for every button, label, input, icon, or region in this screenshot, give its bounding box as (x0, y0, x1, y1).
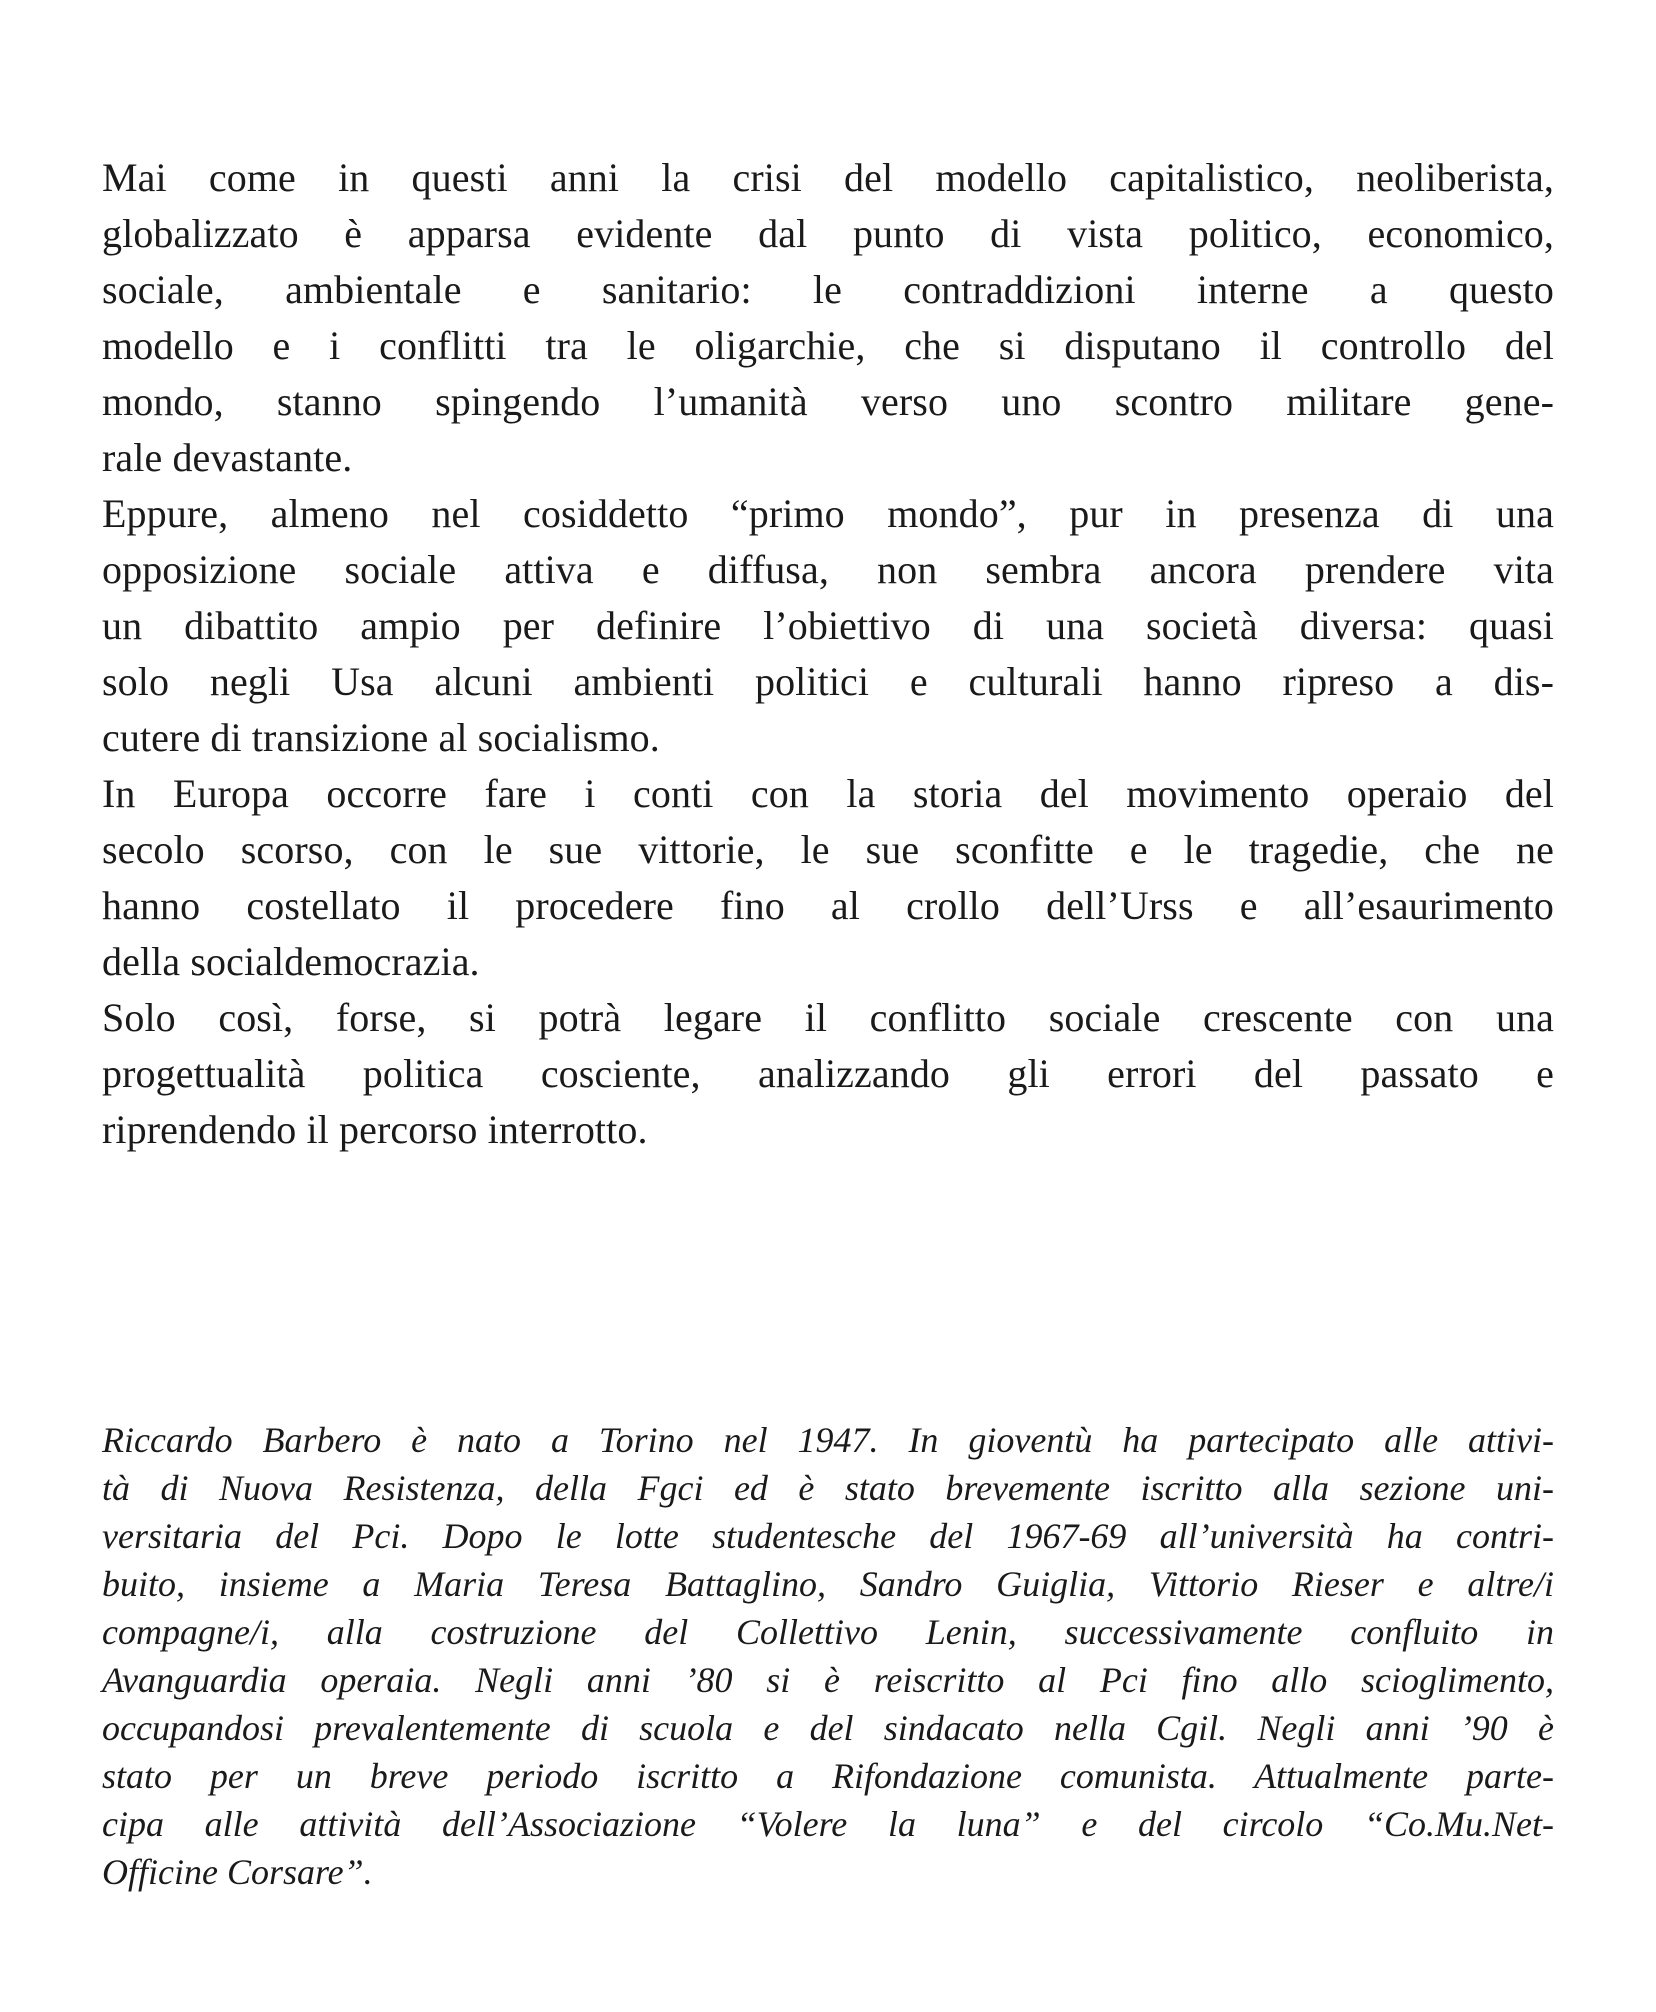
text-line: opposizione sociale attiva e diffusa, non sembra ancora prendere vita (102, 547, 1554, 592)
paragraph (102, 990, 1554, 1158)
text-line: cipa alle attività dell’Associazione “Volere la luna” e del circolo “Co.Mu.Net- (102, 1804, 1554, 1844)
text-line: Solo così, forse, si potrà legare il conflitto sociale crescente con una (102, 995, 1554, 1040)
text-line: versitaria del Pci. Dopo le lotte studentesche del 1967-69 all’università ha contri- (102, 1516, 1554, 1556)
text-line: solo negli Usa alcuni ambienti politici e culturali hanno ripreso a dis- (102, 659, 1554, 704)
text-line: secolo scorso, con le sue vittorie, le sue sconfitte e le tragedie, che ne (102, 827, 1554, 872)
text-line: della socialdemocrazia. (102, 939, 480, 984)
text-line: Officine Corsare”. (102, 1852, 373, 1892)
text-line: occupandosi prevalentemente di scuola e del sindacato nella Cgil. Negli anni ’90 è (102, 1708, 1554, 1748)
paragraph (102, 766, 1554, 990)
text-line: Eppure, almeno nel cosiddetto “primo mondo”, pur in presenza di una (102, 491, 1554, 536)
synopsis-block (102, 150, 1554, 1158)
text-line: mondo, stanno spingendo l’umanità verso uno scontro militare gene- (102, 379, 1554, 424)
text-line: stato per un breve periodo iscritto a Rifondazione comunista. Attualmente parte- (102, 1756, 1554, 1796)
text-line: progettualità politica cosciente, analizzando gli errori del passato e (102, 1051, 1554, 1096)
text-line: Mai come in questi anni la crisi del modello capitalistico, neoliberista, (102, 155, 1554, 200)
paragraph (102, 486, 1554, 766)
text-line: Avanguardia operaia. Negli anni ’80 si è reiscritto al Pci fino allo scioglimento, (102, 1660, 1554, 1700)
text-line: rale devastante. (102, 435, 353, 480)
paragraph (102, 150, 1554, 486)
text-line: modello e i conflitti tra le oligarchie, che si disputano il controllo del (102, 323, 1554, 368)
text-line: Riccardo Barbero è nato a Torino nel 1947. In gioventù ha partecipato alle attivi- (102, 1420, 1554, 1460)
text-line: hanno costellato il procedere fino al crollo dell’Urss e all’esaurimento (102, 883, 1554, 928)
author-bio-block (102, 1416, 1554, 1896)
text-line: riprendendo il percorso interrotto. (102, 1107, 648, 1152)
text-line: cutere di transizione al socialismo. (102, 715, 660, 760)
text-line: un dibattito ampio per definire l’obiettivo di una società diversa: quasi (102, 603, 1554, 648)
text-line: globalizzato è apparsa evidente dal punto di vista politico, economico, (102, 211, 1554, 256)
text-line: buito, insieme a Maria Teresa Battaglino, Sandro Guiglia, Vittorio Rieser e altre/i (102, 1564, 1554, 1604)
text-line: sociale, ambientale e sanitario: le contraddizioni interne a questo (102, 267, 1554, 312)
text-line: tà di Nuova Resistenza, della Fgci ed è stato brevemente iscritto alla sezione uni- (102, 1468, 1554, 1508)
text-line: In Europa occorre fare i conti con la storia del movimento operaio del (102, 771, 1554, 816)
text-line: compagne/i, alla costruzione del Collettivo Lenin, successivamente confluito in (102, 1612, 1554, 1652)
